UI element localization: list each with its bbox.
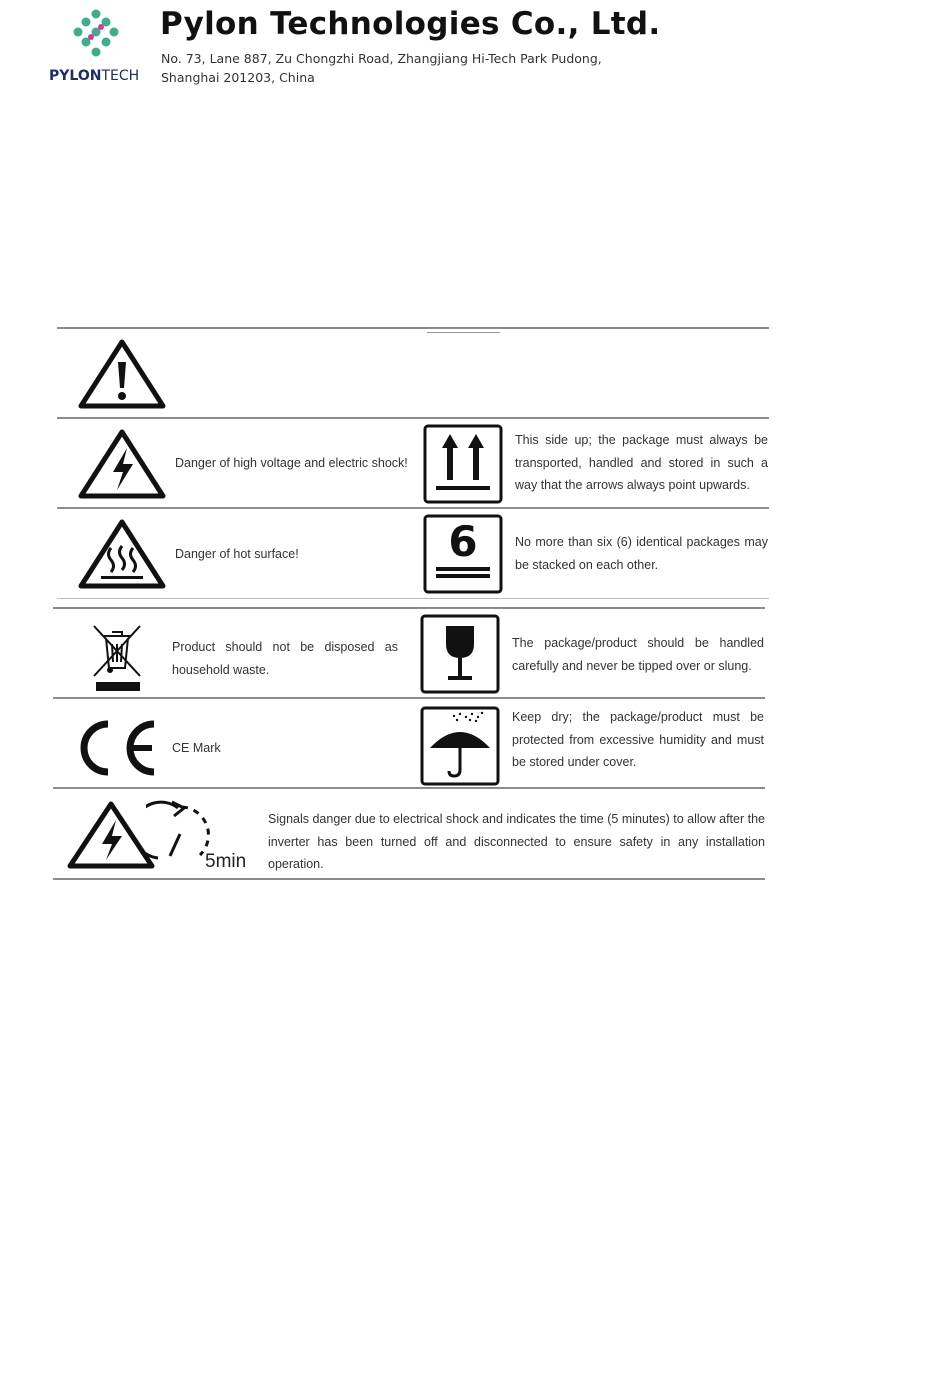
- discharge-time-text: Signals danger due to electrical shock and indicates the time (5 minutes) to allow after the inverter has been turned off and disconnected to ensure safety in any installation operation.: [268, 812, 765, 871]
- hot-surface-icon: [77, 518, 167, 590]
- pylontech-logo-icon: [72, 8, 120, 60]
- ce-mark-icon: [76, 718, 160, 778]
- stack-limit-icon: [423, 514, 503, 594]
- table-rule: [57, 598, 769, 599]
- warning-exclamation-icon: [77, 338, 167, 410]
- electric-shock-icon: [66, 800, 156, 870]
- stack-limit-digit: 6: [448, 517, 478, 566]
- disposal-text: Product should not be disposed as household waste.: [172, 640, 398, 677]
- keep-dry-umbrella-icon: [420, 706, 500, 786]
- table-rule: [53, 697, 765, 699]
- keep-dry-text: Keep dry; the package/product must be protected from excessive humidity and must be stored under cover.: [512, 710, 764, 769]
- table-rule: [57, 507, 769, 509]
- crossed-bin-icon: [90, 622, 144, 692]
- logo-wordmark: PYLONTECH: [49, 68, 140, 84]
- table-rule-top: [57, 327, 769, 329]
- company-address: [161, 49, 661, 87]
- table-rule: [53, 787, 765, 789]
- ce-mark-text: CE Mark: [172, 741, 221, 755]
- company-logo: [44, 8, 148, 88]
- stack-limit-text: No more than six (6) identical packages may be stacked on each other.: [515, 535, 768, 572]
- hot-surface-text: Danger of hot surface!: [175, 547, 299, 561]
- address-line-1: No. 73, Lane 887, Zu Chongzhi Road, Zhangjiang Hi-Tech Park Pudong,: [161, 51, 602, 66]
- fragile-glass-icon: [420, 614, 500, 694]
- high-voltage-text: Danger of high voltage and electric shock!: [175, 456, 408, 470]
- this-side-up-text: This side up; the package must always be transported, handled and stored in such a way that the arrows always point upwards.: [515, 433, 768, 492]
- high-voltage-icon: [77, 428, 167, 500]
- table-rule: [57, 417, 769, 419]
- address-line-2: Shanghai 201203, China: [161, 70, 315, 85]
- table-rule-bottom: [53, 878, 765, 880]
- fragile-text: The package/product should be handled carefully and never be tipped over or slung.: [512, 636, 764, 673]
- company-name: Pylon Technologies Co., Ltd.: [160, 6, 661, 42]
- table-rule: [53, 607, 765, 609]
- table-rule-fragment: [427, 332, 500, 333]
- this-side-up-icon: [423, 424, 503, 504]
- timer-5min-icon: [146, 800, 214, 872]
- timer-label: 5min: [205, 851, 247, 872]
